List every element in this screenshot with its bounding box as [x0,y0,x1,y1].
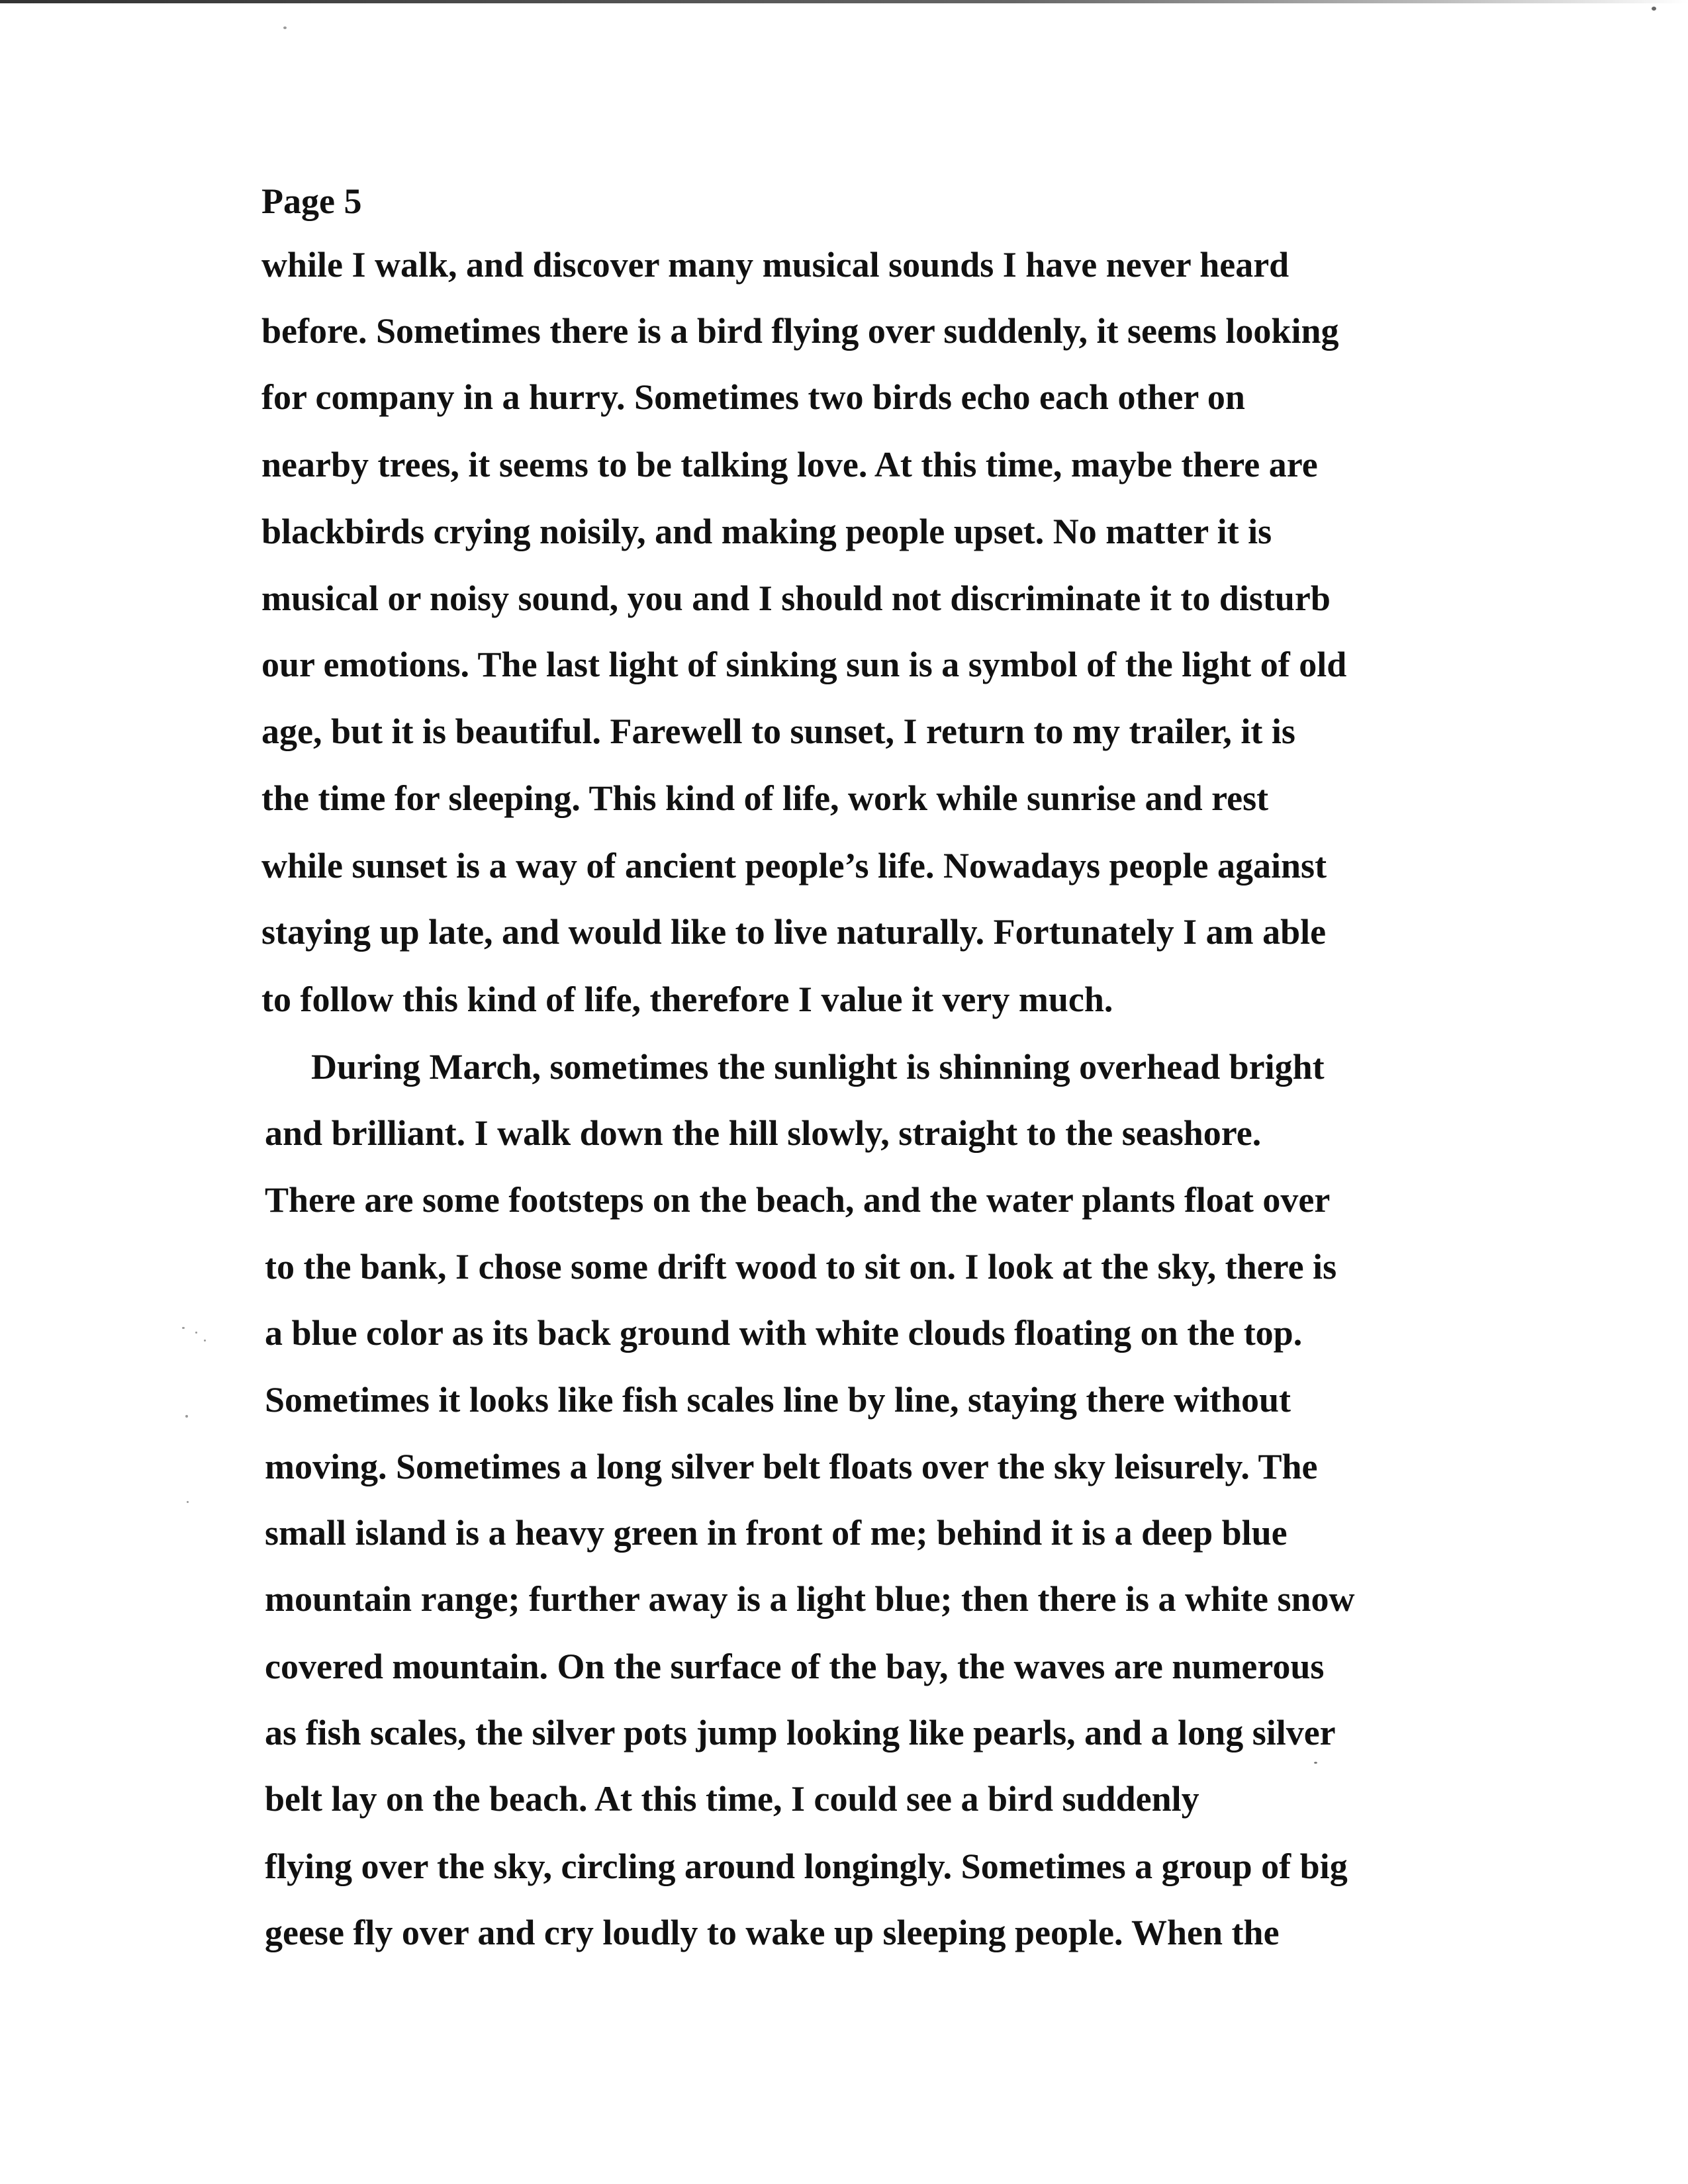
text-line: the time for sleeping. This kind of life, work while sunrise and rest [261,778,1269,818]
text-line: before. Sometimes there is a bird flying over suddenly, it seems looking [261,311,1339,351]
text-line: to the bank, I chose some drift wood to sit on. I look at the sky, there is [265,1247,1337,1287]
text-line: to follow this kind of life, therefore I value it very much. [261,979,1113,1019]
text-line: mountain range; further away is a light blue; then there is a white snow [265,1579,1355,1619]
text-line: covered mountain. On the surface of the bay, the waves are numerous [265,1647,1325,1686]
scan-speck [187,1501,189,1503]
scan-edge [0,0,1688,3]
text-line: while sunset is a way of ancient people’s life. Nowadays people against [261,846,1327,886]
text-line: as fish scales, the silver pots jump looking like pearls, and a long silver [265,1713,1336,1752]
text-line: During March, sometimes the sunlight is shinning overhead bright [311,1047,1325,1087]
text-line: nearby trees, it seems to be talking love. At this time, maybe there are [261,445,1318,484]
scan-speck [283,26,287,29]
text-line: for company in a hurry. Sometimes two birds echo each other on [261,377,1245,417]
text-line: while I walk, and discover many musical sounds I have never heard [261,245,1289,285]
scan-speck [182,1327,185,1329]
text-line: a blue color as its back ground with white clouds floating on the top. [265,1313,1303,1353]
text-line: staying up late, and would like to live naturally. Fortunately I am able [261,912,1327,952]
text-line: age, but it is beautiful. Farewell to sunset, I return to my trailer, it is [261,711,1295,751]
text-line: small island is a heavy green in front of me; behind it is a deep blue [265,1513,1288,1553]
text-line: belt lay on the beach. At this time, I could see a bird suddenly [265,1779,1199,1819]
scan-speck [195,1332,197,1334]
text-line: geese fly over and cry loudly to wake up sleeping people. When the [265,1913,1280,1952]
text-line: and brilliant. I walk down the hill slowly, straight to the seashore. [265,1113,1262,1153]
scan-speck [1314,1762,1317,1764]
text-line: There are some footsteps on the beach, and the water plants float over [265,1180,1331,1220]
page-number: Page 5 [261,181,362,221]
text-line: Sometimes it looks like fish scales line by line, staying there without [265,1380,1291,1420]
scan-speck [1652,7,1656,11]
text-line: moving. Sometimes a long silver belt floats over the sky leisurely. The [265,1447,1318,1486]
text-line: our emotions. The last light of sinking sun is a symbol of the light of old [261,645,1347,684]
text-line: musical or noisy sound, you and I should not discriminate it to disturb [261,578,1331,618]
scan-speck [204,1340,206,1342]
scan-speck [185,1415,188,1418]
text-line: flying over the sky, circling around longingly. Sometimes a group of big [265,1846,1348,1886]
text-line: blackbirds crying noisily, and making people upset. No matter it is [261,512,1272,551]
